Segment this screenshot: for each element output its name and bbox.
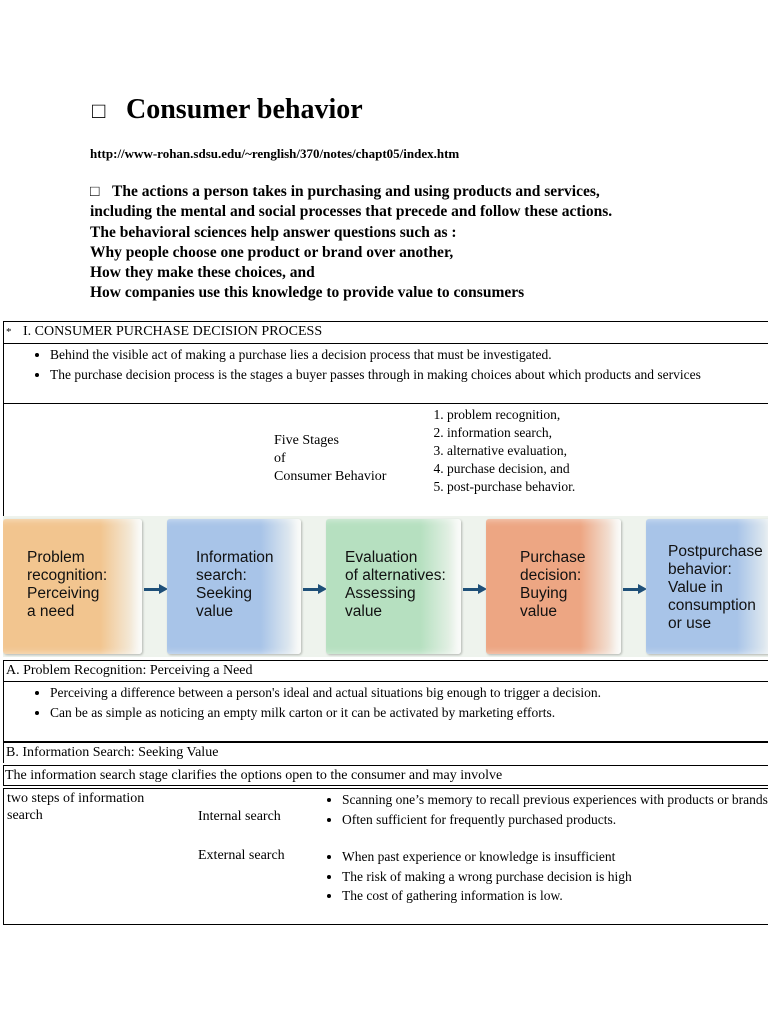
list-item: 3. alternative evaluation, xyxy=(447,442,575,460)
list-item: • The cost of gathering information is low. xyxy=(342,886,768,906)
source-url[interactable]: http://www-rohan.sdsu.edu/~renglish/370/notes/chapt05/index.htm xyxy=(90,146,460,161)
section-heading: A. Problem Recognition: Perceiving a Need xyxy=(6,663,253,678)
decision-process-bullets xyxy=(3,344,768,404)
intro-line: The behavioral sciences help answer questions such as : xyxy=(90,223,457,241)
external-search-bullets xyxy=(296,847,768,906)
arrow-right-icon xyxy=(463,588,483,591)
internal-search-label: Internal search xyxy=(198,809,281,824)
problem-recognition-header-row xyxy=(3,660,768,682)
stage-postpurchase-behavior: Postpurchase behavior: Value in consumption or use xyxy=(646,519,768,654)
two-steps-label: two steps of information search xyxy=(7,791,145,823)
checkbox-square-icon: □ xyxy=(92,98,106,123)
problem-recognition-bullets xyxy=(3,682,768,742)
list-item: 2. information search, xyxy=(447,424,575,442)
stage-purchase-decision: Purchase decision: Buying value xyxy=(486,519,621,654)
section-subheading: The information search stage clarifies the options open to the consumer and may involve xyxy=(5,768,503,783)
title-text: Consumer behavior xyxy=(126,94,363,125)
stage-problem-recognition: Problem recognition: Perceiving a need xyxy=(3,519,142,654)
decision-process-header-row xyxy=(3,321,768,344)
list-item: • Often sufficient for frequently purchased products. xyxy=(342,810,768,830)
intro-line: Why people choose one product or brand over another, xyxy=(90,243,454,261)
checkbox-square-icon: □ xyxy=(90,183,100,200)
decision-process-flow-diagram xyxy=(3,516,768,657)
five-stages-list xyxy=(420,406,575,496)
intro-line: How companies use this knowledge to provide value to consumers xyxy=(90,284,525,302)
section-heading: B. Information Search: Seeking Value xyxy=(6,745,219,760)
arrow-right-icon xyxy=(303,588,323,591)
intro-line: The actions a person takes in purchasing and using products and services, xyxy=(112,183,600,200)
stage-information-search: Information search: Seeking value xyxy=(167,519,301,654)
list-item: • Scanning one’s memory to recall previous experiences with products or brands xyxy=(342,790,768,810)
arrow-right-icon xyxy=(623,588,643,591)
arrow-right-icon xyxy=(144,588,164,591)
intro-paragraph xyxy=(90,182,612,304)
intro-line: including the mental and social processes that precede and follow these actions. xyxy=(90,203,613,221)
list-item: 5. post-purchase behavior. xyxy=(447,478,575,496)
external-search-label: External search xyxy=(198,848,285,863)
list-item: • Perceiving a difference between a person's ideal and actual situations big enough to trigger a decision. xyxy=(50,683,768,703)
five-stages-label: Five Stages of Consumer Behavior xyxy=(274,433,387,484)
list-item: 4. purchase decision, and xyxy=(447,460,575,478)
section-heading: * I. CONSUMER PURCHASE DECISION PROCESS xyxy=(6,324,323,339)
asterisk-marker: * xyxy=(6,326,12,338)
stage-evaluation-of-alternatives: Evaluation of alternatives: Assessing value xyxy=(326,519,461,654)
list-item: • Can be as simple as noticing an empty milk carton or it can be activated by marketing efforts. xyxy=(50,703,768,723)
list-item: • Behind the visible act of making a purchase lies a decision process that must be investigated. xyxy=(50,345,768,365)
page-title xyxy=(92,94,363,126)
list-item: • When past experience or knowledge is insufficient xyxy=(342,847,768,867)
information-search-header-row xyxy=(3,742,768,763)
list-item: 1. problem recognition, xyxy=(447,406,575,424)
internal-search-bullets xyxy=(296,790,768,829)
list-item: • The purchase decision process is the stages a buyer passes through in making choices about which products and services xyxy=(50,365,768,385)
information-search-subheading-row xyxy=(3,765,768,786)
intro-line: How they make these choices, and xyxy=(90,264,315,282)
list-item: • The risk of making a wrong purchase decision is high xyxy=(342,867,768,887)
